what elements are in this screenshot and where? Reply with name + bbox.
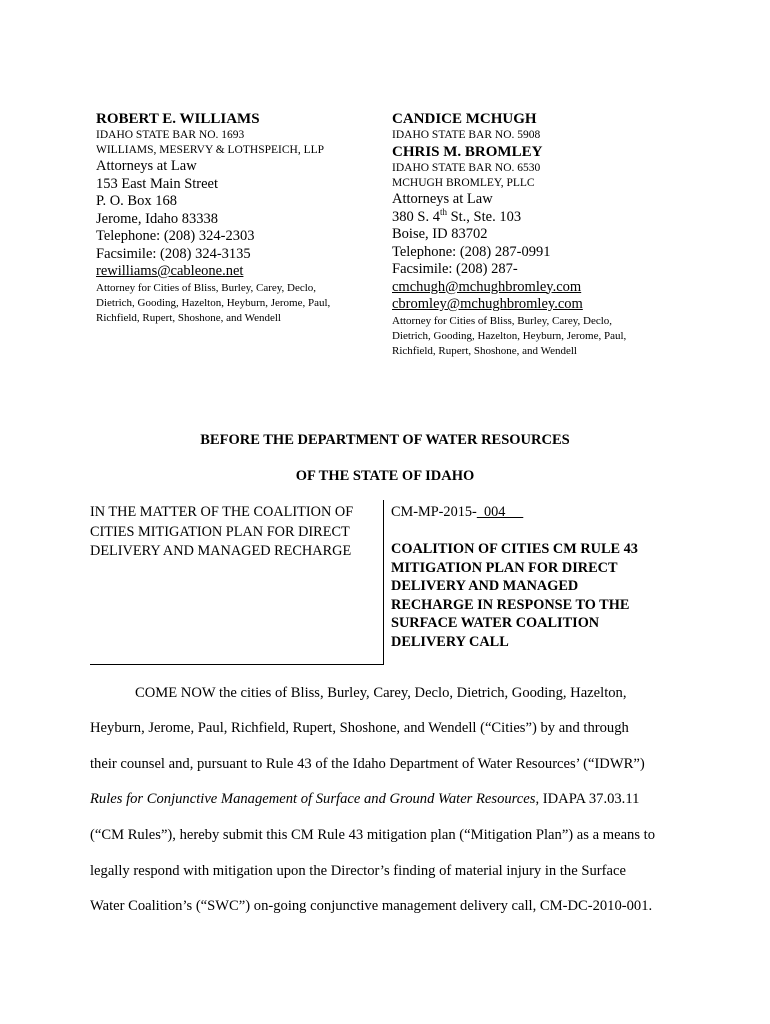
- telephone: Telephone: (208) 324-2303: [96, 228, 255, 244]
- title-line: RECHARGE IN RESPONSE TO THE: [391, 596, 630, 613]
- attorney-name: CANDICE MCHUGH: [392, 111, 537, 127]
- body-paragraph-line: legally respond with mitigation upon the Director’s finding of material injury in the Surface: [90, 863, 626, 879]
- title-line: MITIGATION PLAN FOR DIRECT: [391, 559, 618, 576]
- body-paragraph-line: their counsel and, pursuant to Rule 43 of the Idaho Department of Water Resources’ (“IDWR”): [90, 756, 645, 772]
- bar-number: IDAHO STATE BAR NO. 1693: [96, 129, 245, 141]
- body-paragraph-line: Water Coalition’s (“SWC”) on-going conjunctive management delivery call, CM-DC-2010-001.: [90, 898, 653, 914]
- bar-number: IDAHO STATE BAR NO. 6530: [392, 162, 541, 174]
- attorney-name: CHRIS M. BROMLEY: [392, 144, 543, 160]
- title-line: COALITION OF CITIES CM RULE 43: [391, 541, 638, 557]
- bar-number: IDAHO STATE BAR NO. 5908: [392, 129, 541, 141]
- email-link[interactable]: rewilliams@cableone.net: [96, 263, 244, 279]
- city-state-zip: Jerome, Idaho 83338: [96, 210, 219, 227]
- matter-caption: [90, 503, 380, 562]
- represented-parties-line: Dietrich, Gooding, Hazelton, Heyburn, Jerome, Paul,: [96, 296, 331, 309]
- email-link[interactable]: cbromley@mchughbromley.com: [392, 296, 583, 312]
- email-link[interactable]: cmchugh@mchughbromley.com: [392, 278, 582, 295]
- telephone: Telephone: (208) 287-0991: [392, 243, 551, 260]
- body-paragraph-line: COME NOW the cities of Bliss, Burley, Carey, Declo, Dietrich, Gooding, Hazelton,: [135, 685, 627, 701]
- title-line: DELIVERY AND MANAGED: [391, 578, 579, 595]
- represented-parties-line: Richfield, Rupert, Shoshone, and Wendell: [392, 344, 577, 357]
- street-address: 380 S. 4th St., Ste. 103: [392, 206, 522, 225]
- right-counsel-block: [392, 110, 682, 359]
- body-paragraph-line: (“CM Rules”), hereby submit this CM Rule 43 mitigation plan (“Mitigation Plan”) as a means to: [90, 827, 656, 843]
- matter-line: DELIVERY AND MANAGED RECHARGE: [90, 543, 352, 559]
- document-title: [391, 540, 671, 652]
- facsimile: Facsimile: (208) 324-3135: [96, 245, 251, 262]
- matter-line: CITIES MITIGATION PLAN FOR DIRECT: [90, 523, 350, 540]
- attorney-title: Attorneys at Law: [392, 191, 493, 207]
- body-paragraph-line: Rules for Conjunctive Management of Surface and Ground Water Resources, IDAPA 37.03.11: [90, 791, 640, 807]
- caption-divider-horizontal: [90, 664, 384, 665]
- tribunal-subheading: OF THE STATE OF IDAHO: [295, 468, 475, 484]
- represented-parties-line: Attorney for Cities of Bliss, Burley, Carey, Declo,: [392, 314, 613, 327]
- matter-line: IN THE MATTER OF THE COALITION OF: [90, 504, 354, 520]
- body-paragraph-line: Heyburn, Jerome, Paul, Richfield, Rupert, Shoshone, and Wendell (“Cities”) by and through: [90, 720, 629, 736]
- facsimile: Facsimile: (208) 287-: [392, 261, 518, 277]
- represented-parties-line: Dietrich, Gooding, Hazelton, Heyburn, Jerome, Paul,: [392, 329, 627, 342]
- po-box: P. O. Box 168: [96, 193, 177, 209]
- represented-parties-line: Richfield, Rupert, Shoshone, and Wendell: [96, 311, 281, 324]
- street-address: 153 East Main Street: [96, 175, 219, 192]
- firm-name: WILLIAMS, MESERVY & LOTHSPEICH, LLP: [96, 144, 325, 156]
- case-number: CM-MP-2015- 004: [391, 504, 524, 520]
- title-line: DELIVERY CALL: [391, 633, 509, 650]
- title-line: SURFACE WATER COALITION: [391, 615, 600, 632]
- left-counsel-block: [96, 110, 386, 326]
- attorney-title: Attorneys at Law: [96, 158, 197, 174]
- tribunal-heading: BEFORE THE DEPARTMENT OF WATER RESOURCES: [200, 432, 570, 448]
- firm-name: MCHUGH BROMLEY, PLLC: [392, 177, 535, 189]
- represented-parties-line: Attorney for Cities of Bliss, Burley, Carey, Declo,: [96, 281, 317, 294]
- city-state-zip: Boise, ID 83702: [392, 226, 488, 242]
- attorney-name: ROBERT E. WILLIAMS: [96, 111, 260, 127]
- caption-divider-vertical: [383, 500, 384, 665]
